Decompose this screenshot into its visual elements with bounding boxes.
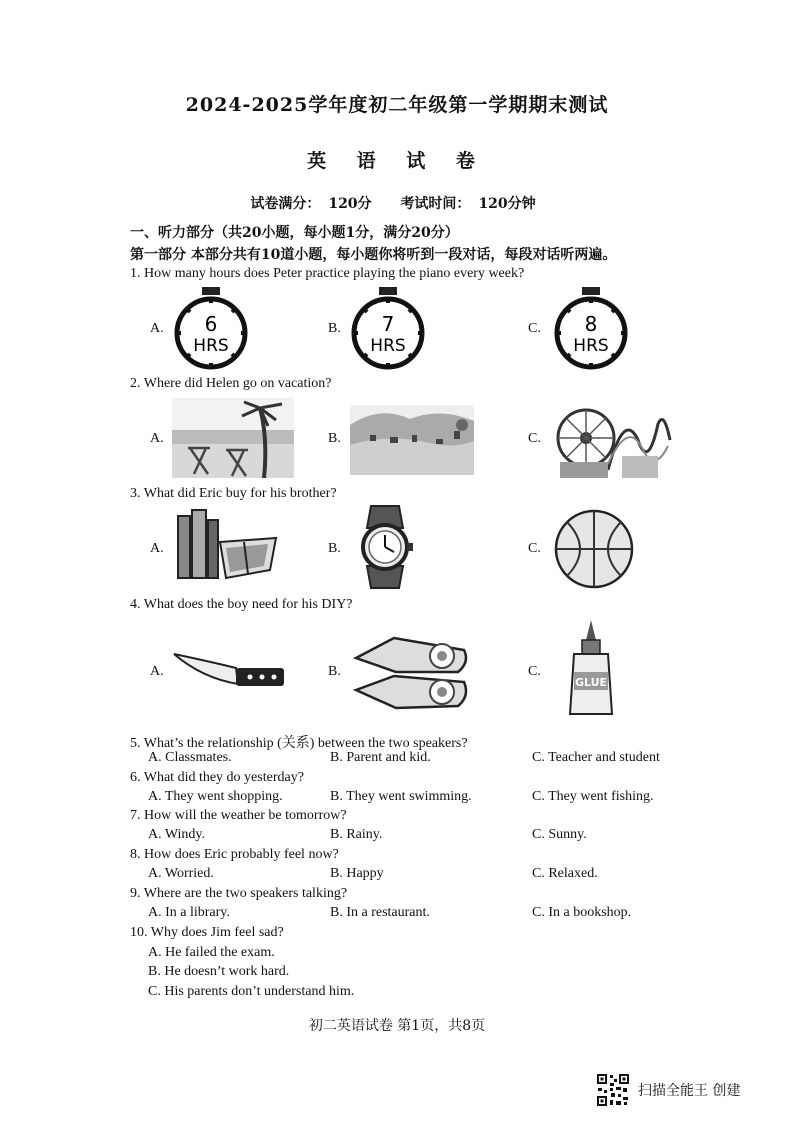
question-4: 4. What does the boy need for his DIY? [130,597,353,612]
countryside-icon [350,405,474,475]
option-label: C. [528,541,541,556]
timer-number: 7 [381,312,395,336]
basketball-icon [553,508,635,590]
option-c: C. They went fishing. [532,789,654,804]
glue-icon [566,618,616,718]
option-b: B. Happy [330,866,384,881]
watermark-text: 扫描全能王 创建 [638,1083,741,1099]
glue-label: GLUE [574,676,608,689]
timer-number: 6 [204,312,218,336]
timer-icon [170,285,252,371]
question-5: 5. What’s the relationship (关系) between the two speakers? [130,736,468,751]
option-label: A. [150,664,164,679]
option-label: A. [150,431,164,446]
timer-icon [347,285,429,371]
option-b: B. Parent and kid. [330,750,431,765]
question-7: 7. How will the weather be tomorrow? [130,808,347,823]
option-c: C. His parents don’t understand him. [148,984,355,999]
option-label: B. [328,321,341,336]
question-10: 10. Why does Jim feel sad? [130,925,284,940]
full-score: 试卷满分： 120分 [250,196,372,212]
option-label: C. [528,321,541,336]
question-1: 1. How many hours does Peter practice playing the piano every week? [130,266,525,281]
option-label: A. [150,541,164,556]
timer-unit: HRS [193,336,229,356]
option-label: B. [328,664,341,679]
page-footer: 初二英语试卷 第1页，共8页 [308,1018,486,1034]
knife-icon [172,650,286,692]
option-c: C. Relaxed. [532,866,598,881]
option-a: A. He failed the exam. [148,945,275,960]
beach-icon [172,398,294,478]
exam-meta [0,193,794,213]
option-b: B. Rainy. [330,827,383,842]
qr-code-icon [596,1073,630,1107]
timer-unit: HRS [370,336,406,356]
exam-subtitle: 英 语 试 卷 [307,150,487,172]
books-icon [170,508,282,586]
option-label: B. [328,541,341,556]
option-b: B. He doesn’t work hard. [148,964,290,979]
option-label: C. [528,431,541,446]
scanner-watermark [596,1073,740,1107]
option-a: A. Classmates. [148,750,232,765]
option-c: C. Sunny. [532,827,587,842]
timer-icon [550,285,632,371]
question-8: 8. How does Eric probably feel now? [130,847,339,862]
section-heading: 一、听力部分（共20小题，每小题1分，满分20分） [130,225,459,241]
amusement-park-icon [548,400,674,480]
option-a: A. They went shopping. [148,789,283,804]
exam-time: 考试时间： 120分钟 [400,196,536,212]
watch-icon [345,504,425,590]
part1-instruction: 第一部分 本部分共有10道小题，每小题你将听到一段对话，每段对话听两遍。 [130,247,617,263]
option-a: A. Worried. [148,866,214,881]
option-b: B. They went swimming. [330,789,472,804]
timer-unit: HRS [573,336,609,356]
timer-number: 8 [584,312,598,336]
option-c: C. Teacher and student [532,750,660,765]
option-label: A. [150,321,164,336]
option-label: C. [528,664,541,679]
option-label: B. [328,431,341,446]
option-c: C. In a bookshop. [532,905,632,920]
exam-title: 2024-2025学年度初二年级第一学期期末测试 [185,94,609,116]
option-b: B. In a restaurant. [330,905,430,920]
option-a: A. Windy. [148,827,205,842]
correction-tape-icon [346,632,474,714]
option-a: A. In a library. [148,905,230,920]
question-3: 3. What did Eric buy for his brother? [130,486,337,501]
question-9: 9. Where are the two speakers talking? [130,886,348,901]
question-6: 6. What did they do yesterday? [130,770,304,785]
question-2: 2. Where did Helen go on vacation? [130,376,332,391]
